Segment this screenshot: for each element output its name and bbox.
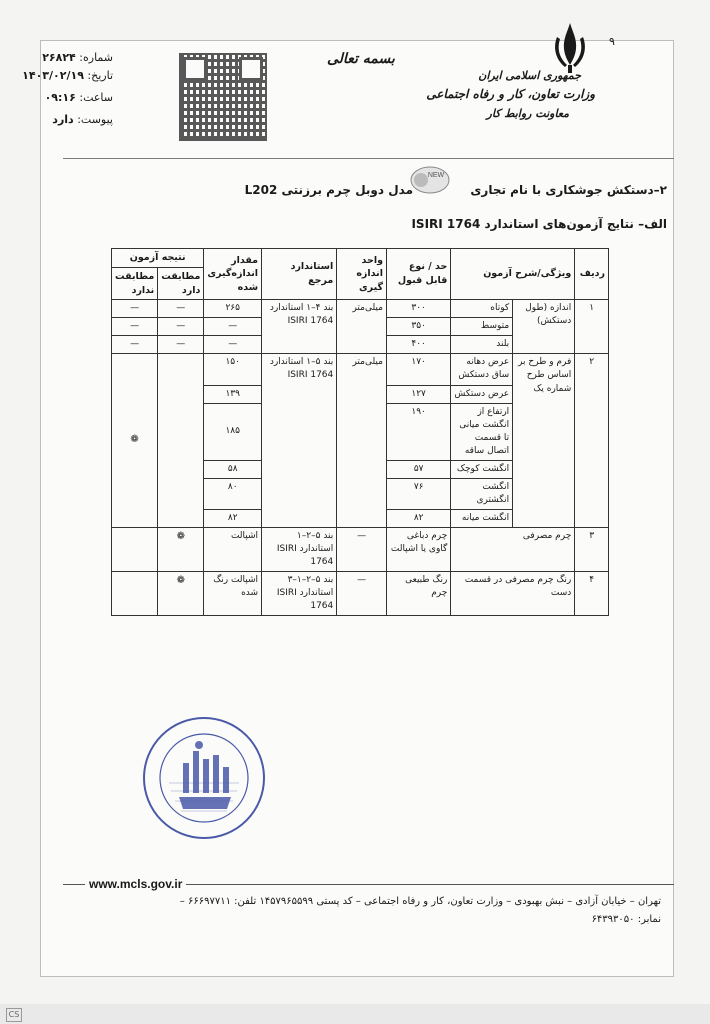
model-label: مدل دوبل چرم برزنتی L202 bbox=[244, 183, 413, 197]
footer-address: تهران – خیابان آزادی – نبش بهبودی – وزارت تعاون، کار و رفاه اجتماعی – کد پستی ۱۴۵۷۹۶۵۵۹۹ تلفن: ۶۶۶۹۷۷۱۱ – bbox=[179, 896, 661, 907]
iran-emblem-icon bbox=[547, 19, 593, 75]
number-value: ۲۶۸۲۴ bbox=[42, 51, 76, 64]
table-row: انگشت انگشتری ۷۶ ۸۰ bbox=[112, 478, 609, 509]
official-stamp-icon bbox=[139, 713, 269, 843]
conform-mark: ❁ bbox=[158, 572, 204, 616]
test-results-table bbox=[111, 248, 609, 616]
date-label: تاریخ: bbox=[87, 69, 113, 82]
table-row: ۴ رنگ چرم مصرفی در قسمت دست رنگ طبیعی چرم — بند ۵–۲–۱–۳ استاندارد ISIRI 1764 اشپالت رنگ شده ❁ bbox=[112, 572, 609, 616]
col-unit: واحد اندازه گیری bbox=[337, 249, 387, 300]
table-row: ۲ فرم و طرح بر اساس طرح شماره یک عرض دهانه ساق دستکش ۱۷۰ میلی‌متر بند ۵–۱ استاندارد ISIRI 1764 ۱۵۰ ❁ bbox=[112, 354, 609, 385]
col-limit: حد / نوع قابل قبول bbox=[386, 249, 450, 300]
scan-bottom-strip bbox=[0, 1004, 710, 1024]
header-divider bbox=[63, 158, 674, 159]
number-label: شماره: bbox=[79, 51, 113, 64]
table-row: ۱ اندازه (طول دستکش) کوتاه ۳۰۰ میلی‌متر بند ۴–۱ استاندارد ISIRI 1764 ۲۶۵ — — bbox=[112, 300, 609, 318]
table-row: ارتفاع از انگشت میانی تا قسمت اتصال ساقه ۱۹۰ ۱۸۵ bbox=[112, 403, 609, 460]
col-property: ویژگی/شرح آزمون bbox=[451, 249, 575, 300]
attachment-label: پیوست: bbox=[77, 113, 113, 126]
table-row: متوسط ۳۵۰ — — — bbox=[112, 318, 609, 336]
corner-mark: ۹ bbox=[609, 35, 615, 48]
time-label: ساعت: bbox=[79, 91, 113, 104]
col-standard: استاندارد مرجع bbox=[262, 249, 337, 300]
section-subtitle: الف– نتایج آزمون‌های استاندارد ISIRI 1764 bbox=[411, 217, 667, 231]
table-row: انگشت کوچک ۵۷ ۵۸ bbox=[112, 460, 609, 478]
scanner-logo: CS bbox=[6, 1008, 22, 1022]
table-header-row bbox=[112, 249, 609, 268]
ministry-line-3: معاونت روابط کار bbox=[486, 107, 569, 120]
basmala: بسمه تعالی bbox=[327, 51, 395, 67]
letter-attachment bbox=[46, 113, 113, 126]
col-conform: مطابقت دارد bbox=[158, 267, 204, 300]
table-row: عرض دستکش ۱۲۷ ۱۳۹ bbox=[112, 385, 609, 403]
conform-mark: ❁ bbox=[112, 354, 158, 528]
col-nonconform: مطابقت ندارد bbox=[112, 267, 158, 300]
letter-number bbox=[36, 51, 113, 64]
ministry-line-1: جمهوری اسلامی ایران bbox=[478, 69, 581, 82]
letter-time bbox=[39, 91, 113, 104]
new-badge-icon bbox=[409, 165, 451, 195]
col-result: نتیجه آزمون bbox=[112, 249, 204, 268]
product-title: ۲–دستکش جوشکاری با نام تجاری bbox=[470, 183, 667, 197]
time-value: ۰۹:۱۶ bbox=[44, 91, 76, 104]
footer-fax: نمابر: ۶۴۳۹۳۰۵۰ bbox=[591, 914, 661, 925]
website-link[interactable]: www.mcls.gov.ir bbox=[85, 877, 186, 891]
table-row: بلند ۴۰۰ — — — bbox=[112, 336, 609, 354]
table-row: انگشت میانه ۸۲ ۸۲ bbox=[112, 509, 609, 527]
col-row: ردیف bbox=[575, 249, 609, 300]
col-measured: مقدار اندازه‌گیری شده bbox=[204, 249, 262, 300]
new-badge-text: NEW bbox=[427, 172, 445, 179]
ministry-line-2: وزارت تعاون، کار و رفاه اجتماعی bbox=[426, 87, 595, 101]
conform-mark: ❁ bbox=[158, 527, 204, 571]
attachment-value: دارد bbox=[52, 113, 74, 126]
table-row: ۳ چرم مصرفی چرم دباغی گاوی یا اشپالت — بند ۵–۲–۱ استاندارد ISIRI 1764 اشپالت ❁ bbox=[112, 527, 609, 571]
date-value: ۱۴۰۳/۰۲/۱۹ bbox=[22, 69, 84, 82]
letter-date bbox=[16, 69, 113, 82]
qr-code bbox=[179, 53, 267, 141]
letter-page bbox=[22, 35, 674, 977]
